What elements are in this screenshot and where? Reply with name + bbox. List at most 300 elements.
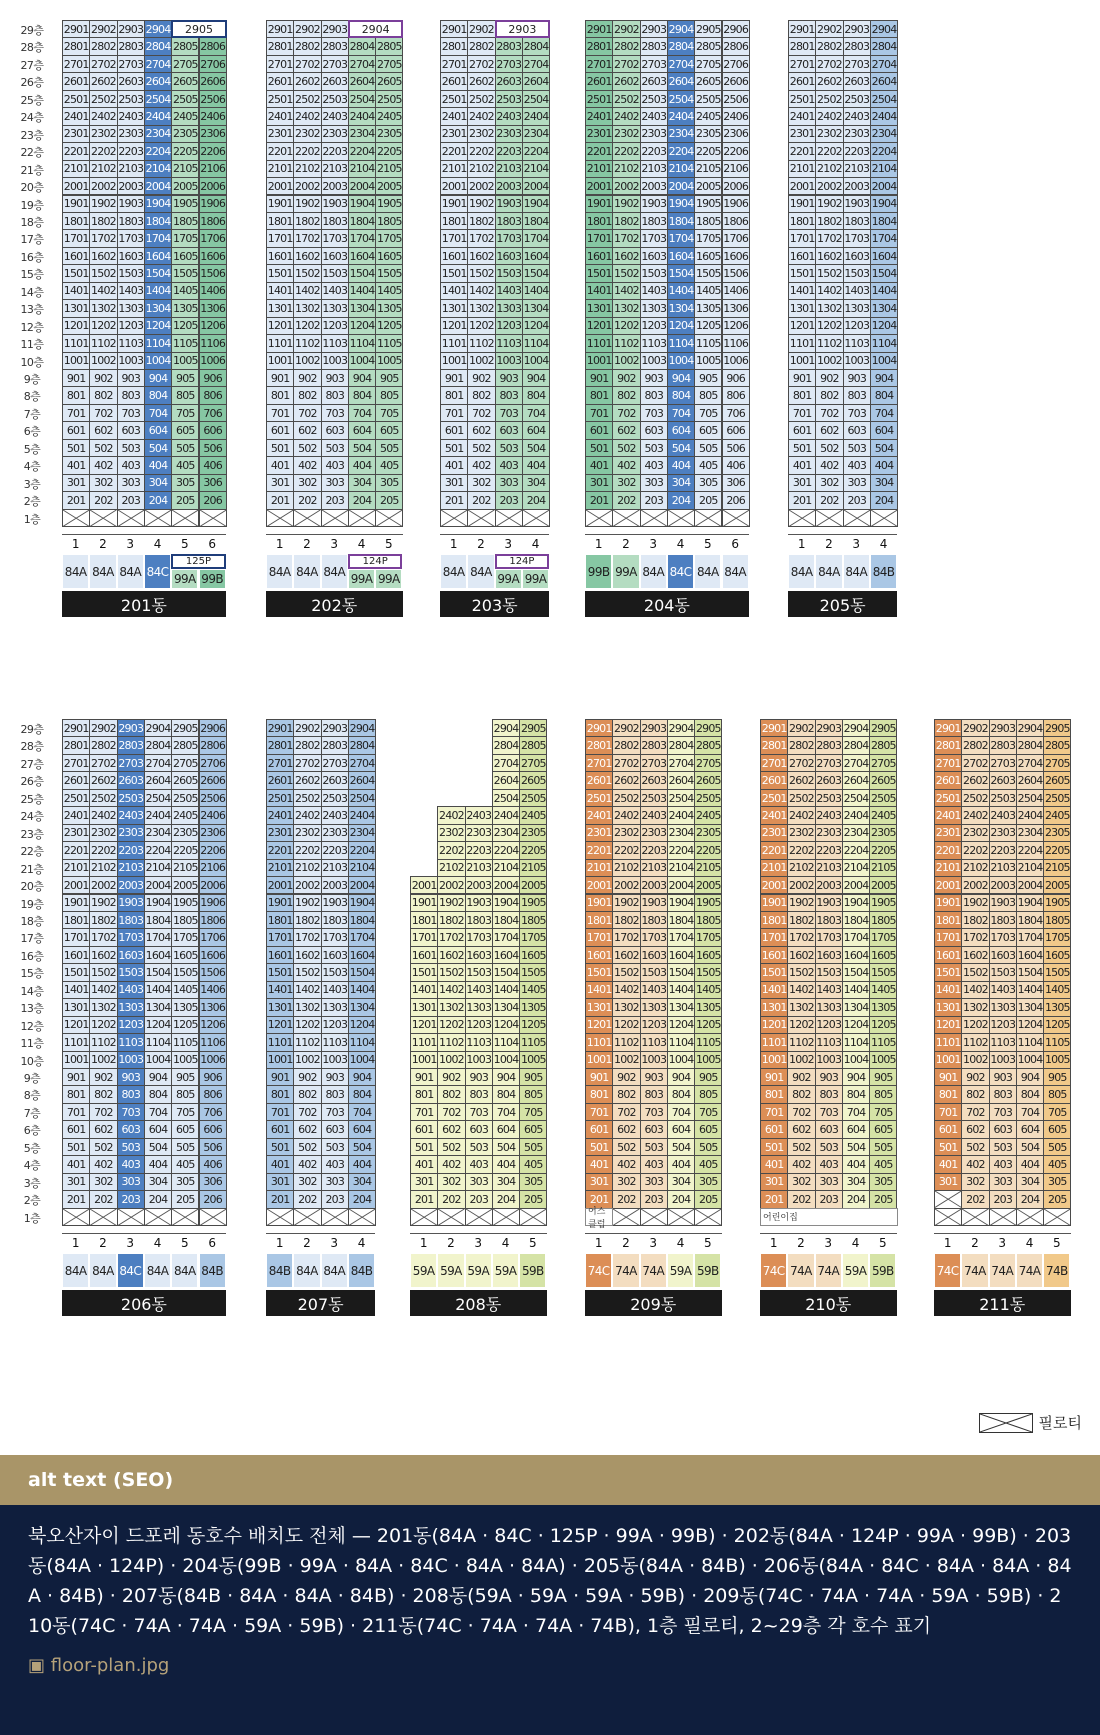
unit-cell: 2503	[815, 789, 843, 807]
unit-cell: 2204	[348, 841, 376, 859]
unit-cell: 302	[612, 1173, 640, 1191]
unit-cell: 2804	[144, 736, 172, 754]
unit-cell: 705	[519, 1103, 547, 1121]
line-number: 1	[943, 1236, 952, 1251]
unit-cell: 1404	[667, 282, 695, 300]
unit-cell: 2301	[760, 824, 788, 842]
unit-cell: 2803	[640, 37, 668, 55]
unit-cell: 1901	[788, 195, 816, 213]
line-number: 4	[153, 1236, 162, 1251]
unit-cell: 2103	[843, 160, 871, 178]
unit-cell: 2102	[89, 160, 117, 178]
unit-cell: 2105	[171, 160, 199, 178]
unit-cell: 2303	[117, 824, 145, 842]
unit-cell: 604	[667, 1120, 695, 1138]
unit-cell: 301	[410, 1173, 438, 1191]
unit-cell: 703	[843, 404, 871, 422]
unit-cell: 403	[117, 1155, 145, 1173]
unit-cell: 1704	[144, 928, 172, 946]
penthouse-unit: 2905	[171, 20, 227, 38]
unit-cell: 2503	[495, 90, 523, 108]
unit-cell: 2303	[815, 824, 843, 842]
unit-cell: 1405	[694, 282, 722, 300]
unit-cell: 405	[694, 456, 722, 474]
building-name: 210동	[760, 1290, 897, 1316]
unit-cell: 2703	[117, 55, 145, 73]
unit-cell: 801	[266, 386, 294, 404]
unit-cell: 2201	[266, 841, 294, 859]
unit-cell: 1004	[1016, 1051, 1044, 1069]
unit-cell: 1903	[640, 894, 668, 912]
unit-cell: 2501	[62, 789, 90, 807]
unit-cell: 301	[788, 474, 816, 492]
unit-cell: 1403	[640, 282, 668, 300]
unit-cell: 1103	[321, 1033, 349, 1051]
unit-cell: 202	[89, 491, 117, 509]
unit-cell: 1703	[640, 229, 668, 247]
unit-cell: 2104	[842, 859, 870, 877]
unit-cell: 2303	[465, 824, 493, 842]
unit-cell: 1103	[117, 1033, 145, 1051]
line-number: 4	[676, 1236, 685, 1251]
unit-cell: 2706	[722, 55, 750, 73]
unit-cell: 1904	[870, 195, 898, 213]
unit-cell: 2605	[171, 771, 199, 789]
unit-cell: 1003	[465, 1051, 493, 1069]
floor-label: 28층	[20, 740, 44, 754]
unit-cell: 1804	[842, 911, 870, 929]
unit-cell: 1205	[1043, 1016, 1071, 1034]
unit-cell: 2402	[612, 806, 640, 824]
unit-cell: 2102	[293, 859, 321, 877]
unit-cell: 2402	[89, 107, 117, 125]
unit-cell: 2705	[694, 55, 722, 73]
unit-cell: 401	[585, 456, 613, 474]
unit-cell: 305	[375, 474, 403, 492]
legend	[979, 1412, 1082, 1433]
unit-cell: 2303	[640, 125, 668, 143]
unit-cell: 1705	[171, 229, 199, 247]
unit-cell: 1702	[467, 229, 495, 247]
unit-cell: 2602	[961, 771, 989, 789]
unit-cell: 2304	[667, 125, 695, 143]
unit-cell: 301	[760, 1173, 788, 1191]
line-number: 1	[71, 1236, 80, 1251]
unit-cell: 601	[266, 1120, 294, 1138]
unit-cell: 1903	[640, 195, 668, 213]
unit-cell: 1903	[815, 894, 843, 912]
unit-cell: 702	[467, 404, 495, 422]
unit-cell: 2804	[667, 736, 695, 754]
unit-cell: 302	[293, 1173, 321, 1191]
unit-cell: 1704	[870, 229, 898, 247]
unit-cell: 2403	[815, 806, 843, 824]
unit-cell: 1201	[788, 317, 816, 335]
unit-cell: 2202	[293, 841, 321, 859]
unit-cell: 1402	[89, 981, 117, 999]
floor-label: 11층	[20, 1037, 44, 1051]
unit-cell: 804	[667, 1085, 695, 1103]
floor-label: 17층	[20, 233, 44, 247]
alt-text-header: alt text (SEO)	[0, 1455, 1100, 1505]
unit-cell: 2405	[375, 107, 403, 125]
unit-cell: 2103	[989, 859, 1017, 877]
unit-cell: 2902	[612, 719, 640, 737]
unit-cell: 1802	[612, 212, 640, 230]
floor-label: 7층	[23, 1106, 41, 1120]
unit-cell: 803	[989, 1085, 1017, 1103]
unit-cell: 2304	[870, 125, 898, 143]
unit-cell: 2703	[815, 754, 843, 772]
unit-cell: 903	[117, 1068, 145, 1086]
unit-cell: 2104	[348, 160, 376, 178]
unit-cell: 601	[440, 421, 468, 439]
unit-cell: 2703	[321, 754, 349, 772]
line-number: 5	[529, 1236, 537, 1251]
unit-cell: 1704	[667, 928, 695, 946]
unit-cell: 2202	[437, 841, 465, 859]
unit-cell: 1202	[815, 317, 843, 335]
unit-cell: 304	[667, 474, 695, 492]
unit-cell: 1002	[293, 1051, 321, 1069]
unit-cell: 1903	[321, 195, 349, 213]
unit-cell: 1004	[842, 1051, 870, 1069]
pilotis-cell	[522, 509, 550, 527]
unit-cell: 601	[410, 1120, 438, 1138]
floor-label: 27층	[20, 757, 44, 771]
unit-cell: 1105	[171, 334, 199, 352]
unit-cell: 2402	[815, 107, 843, 125]
unit-cell: 805	[694, 386, 722, 404]
pilotis-cell	[62, 509, 90, 527]
unit-cell: 1306	[199, 299, 227, 317]
pilotis-cell	[1016, 1208, 1044, 1226]
unit-cell: 2604	[667, 771, 695, 789]
unit-cell: 2304	[144, 824, 172, 842]
unit-cell: 1102	[89, 334, 117, 352]
unit-cell: 802	[961, 1085, 989, 1103]
unit-cell: 503	[465, 1138, 493, 1156]
unit-cell: 505	[171, 1138, 199, 1156]
unit-cell: 2701	[760, 754, 788, 772]
unit-cell: 2403	[843, 107, 871, 125]
unit-cell: 2504	[1016, 789, 1044, 807]
unit-cell: 201	[410, 1190, 438, 1208]
unit-cell: 1705	[869, 928, 897, 946]
unit-cell: 901	[585, 1068, 613, 1086]
unit-cell: 2404	[348, 806, 376, 824]
line-number: 4	[357, 537, 366, 552]
unit-cell: 2101	[440, 160, 468, 178]
unit-cell: 2804	[348, 37, 376, 55]
unit-cell: 401	[266, 456, 294, 474]
unit-cell: 304	[870, 474, 898, 492]
unit-cell: 1602	[89, 946, 117, 964]
unit-cell: 205	[171, 1190, 199, 1208]
unit-cell: 1101	[760, 1033, 788, 1051]
unit-cell: 1803	[117, 212, 145, 230]
unit-cell: 1005	[694, 352, 722, 370]
pilotis-cell	[722, 509, 750, 527]
unit-cell: 2501	[934, 789, 962, 807]
unit-cell: 1002	[437, 1051, 465, 1069]
unit-cell: 1703	[465, 928, 493, 946]
unit-cell: 1901	[760, 894, 788, 912]
unit-cell: 2304	[1016, 824, 1044, 842]
unit-cell: 2201	[62, 142, 90, 160]
floor-label: 5층	[23, 442, 41, 456]
unit-cell: 1901	[440, 195, 468, 213]
floor-label: 20층	[20, 181, 44, 195]
unit-cell: 2004	[667, 876, 695, 894]
unit-cell: 1603	[117, 946, 145, 964]
unit-cell: 2306	[722, 125, 750, 143]
unit-cell: 204	[348, 491, 376, 509]
unit-cell: 204	[667, 491, 695, 509]
unit-cell: 2302	[787, 824, 815, 842]
unit-cell: 1802	[89, 911, 117, 929]
unit-cell: 303	[989, 1173, 1017, 1191]
unit-cell: 303	[321, 1173, 349, 1191]
unit-cell: 2003	[117, 876, 145, 894]
unit-cell: 502	[293, 1138, 321, 1156]
line-separator	[410, 1233, 547, 1234]
unit-cell: 2801	[934, 736, 962, 754]
unit-type-cell: 84B	[266, 1253, 293, 1288]
floor-label: 27층	[20, 58, 44, 72]
unit-cell: 1404	[1016, 981, 1044, 999]
unit-cell: 705	[1043, 1103, 1071, 1121]
image-file-link[interactable]	[28, 1655, 1072, 1676]
unit-cell: 901	[760, 1068, 788, 1086]
unit-type-cell: 74C	[760, 1253, 787, 1288]
unit-cell: 902	[89, 1068, 117, 1086]
line-separator	[62, 1233, 226, 1234]
unit-cell: 303	[321, 474, 349, 492]
unit-cell: 1102	[787, 1033, 815, 1051]
unit-cell: 1102	[815, 334, 843, 352]
unit-cell: 901	[266, 1068, 294, 1086]
unit-cell: 902	[612, 369, 640, 387]
unit-cell: 2403	[117, 107, 145, 125]
unit-cell: 1004	[348, 1051, 376, 1069]
unit-cell: 2403	[321, 107, 349, 125]
pilotis-cell	[144, 509, 172, 527]
unit-cell: 1403	[989, 981, 1017, 999]
unit-cell: 1105	[519, 1033, 547, 1051]
unit-cell: 906	[199, 369, 227, 387]
unit-cell: 1602	[612, 247, 640, 265]
unit-cell: 1402	[437, 981, 465, 999]
pilotis-cell	[89, 1208, 117, 1226]
line-number: 1	[419, 1236, 428, 1251]
unit-cell: 2701	[788, 55, 816, 73]
unit-cell: 704	[842, 1103, 870, 1121]
unit-cell: 2403	[465, 806, 493, 824]
unit-cell: 2805	[171, 37, 199, 55]
unit-cell: 604	[348, 421, 376, 439]
unit-cell: 203	[465, 1190, 493, 1208]
unit-cell: 2105	[869, 859, 897, 877]
unit-cell: 2401	[62, 107, 90, 125]
unit-cell: 2006	[722, 177, 750, 195]
unit-cell: 1702	[89, 229, 117, 247]
unit-cell: 901	[788, 369, 816, 387]
unit-cell: 704	[870, 404, 898, 422]
unit-cell: 2004	[348, 876, 376, 894]
unit-type-cell: 84A	[89, 1253, 116, 1288]
unit-cell: 2206	[199, 841, 227, 859]
unit-cell: 2601	[62, 72, 90, 90]
unit-cell: 2902	[293, 719, 321, 737]
unit-cell: 1106	[722, 334, 750, 352]
unit-cell: 1804	[492, 911, 520, 929]
unit-cell: 801	[62, 386, 90, 404]
unit-cell: 1005	[171, 1051, 199, 1069]
unit-cell: 801	[440, 386, 468, 404]
unit-cell: 1006	[199, 1051, 227, 1069]
unit-cell: 2603	[843, 72, 871, 90]
unit-cell: 502	[89, 439, 117, 457]
unit-cell: 305	[869, 1173, 897, 1191]
unit-cell: 2803	[117, 37, 145, 55]
unit-cell: 1006	[722, 352, 750, 370]
pilotis-cell	[410, 1208, 438, 1226]
unit-cell: 903	[321, 369, 349, 387]
unit-cell: 2103	[321, 859, 349, 877]
unit-cell: 2301	[585, 824, 613, 842]
unit-cell: 1305	[171, 299, 199, 317]
unit-cell: 1905	[694, 195, 722, 213]
unit-cell: 1603	[495, 247, 523, 265]
unit-cell: 2001	[934, 876, 962, 894]
penthouse-type: 124P	[495, 554, 550, 569]
unit-cell: 1902	[612, 894, 640, 912]
unit-cell: 2705	[1043, 754, 1071, 772]
pilotis-cell	[989, 1208, 1017, 1226]
unit-cell: 1102	[961, 1033, 989, 1051]
unit-cell: 1603	[465, 946, 493, 964]
line-number: 4	[676, 537, 685, 552]
unit-cell: 1601	[410, 946, 438, 964]
unit-type-cell: 74A	[1016, 1253, 1043, 1288]
line-number: 3	[998, 1236, 1007, 1251]
unit-cell: 1401	[585, 282, 613, 300]
unit-cell: 2002	[612, 876, 640, 894]
unit-cell: 2003	[321, 177, 349, 195]
unit-cell: 2401	[585, 107, 613, 125]
unit-cell: 1205	[869, 1016, 897, 1034]
unit-cell: 603	[989, 1120, 1017, 1138]
unit-cell: 1705	[375, 229, 403, 247]
unit-type-cell: 84A	[266, 554, 293, 589]
unit-cell: 2402	[293, 107, 321, 125]
pilotis-cell	[495, 509, 523, 527]
unit-cell: 2902	[89, 20, 117, 38]
unit-cell: 2502	[787, 789, 815, 807]
unit-cell: 501	[266, 1138, 294, 1156]
unit-cell: 1906	[199, 195, 227, 213]
unit-cell: 2004	[144, 876, 172, 894]
unit-cell: 403	[640, 1155, 668, 1173]
unit-cell: 2803	[815, 736, 843, 754]
unit-cell: 2401	[266, 806, 294, 824]
unit-cell: 1302	[293, 998, 321, 1016]
unit-cell: 2204	[522, 142, 550, 160]
unit-cell: 1803	[843, 212, 871, 230]
unit-cell: 2301	[585, 125, 613, 143]
unit-cell: 901	[410, 1068, 438, 1086]
unit-cell: 1304	[144, 299, 172, 317]
unit-cell: 2202	[612, 841, 640, 859]
unit-cell: 901	[266, 369, 294, 387]
unit-cell: 705	[171, 1103, 199, 1121]
unit-cell: 1403	[321, 981, 349, 999]
unit-cell: 2302	[293, 125, 321, 143]
unit-type-cell: 74C	[585, 1253, 612, 1288]
unit-cell: 1705	[694, 229, 722, 247]
unit-cell: 1406	[199, 981, 227, 999]
unit-cell: 2004	[492, 876, 520, 894]
unit-cell: 703	[640, 404, 668, 422]
unit-cell: 2802	[961, 736, 989, 754]
floor-label: 2층	[23, 1194, 41, 1208]
unit-cell: 1706	[722, 229, 750, 247]
unit-cell: 402	[815, 456, 843, 474]
unit-cell: 2502	[815, 90, 843, 108]
unit-cell: 2801	[62, 736, 90, 754]
unit-cell: 1305	[1043, 998, 1071, 1016]
unit-cell: 2801	[266, 736, 294, 754]
unit-cell: 2403	[989, 806, 1017, 824]
unit-cell: 2002	[787, 876, 815, 894]
line-number: 2	[622, 537, 630, 552]
unit-cell: 2304	[667, 824, 695, 842]
unit-cell: 1601	[934, 946, 962, 964]
unit-cell: 2404	[667, 806, 695, 824]
unit-cell: 2802	[89, 736, 117, 754]
unit-cell: 2805	[375, 37, 403, 55]
unit-cell: 1304	[842, 998, 870, 1016]
unit-cell: 1403	[117, 282, 145, 300]
unit-cell: 2504	[144, 789, 172, 807]
unit-cell: 2601	[585, 72, 613, 90]
unit-cell: 2405	[519, 806, 547, 824]
unit-type-cell: 84A	[321, 1253, 348, 1288]
unit-cell: 2501	[266, 789, 294, 807]
unit-cell: 1601	[760, 946, 788, 964]
unit-cell: 2604	[144, 72, 172, 90]
unit-cell: 1004	[144, 352, 172, 370]
unit-cell: 1001	[62, 1051, 90, 1069]
unit-cell: 1904	[492, 894, 520, 912]
unit-cell: 1903	[495, 195, 523, 213]
unit-cell: 506	[199, 1138, 227, 1156]
unit-cell: 401	[62, 456, 90, 474]
line-number: 1	[594, 537, 603, 552]
unit-cell: 405	[694, 1155, 722, 1173]
unit-cell: 1603	[321, 247, 349, 265]
floor-label: 17층	[20, 932, 44, 946]
unit-cell: 702	[293, 1103, 321, 1121]
unit-cell: 703	[465, 1103, 493, 1121]
unit-type-cell: 99A	[171, 569, 198, 589]
unit-cell: 1902	[89, 195, 117, 213]
unit-cell: 902	[437, 1068, 465, 1086]
unit-cell: 1303	[843, 299, 871, 317]
floor-label: 28층	[20, 41, 44, 55]
unit-type-cell: 84A	[788, 554, 815, 589]
